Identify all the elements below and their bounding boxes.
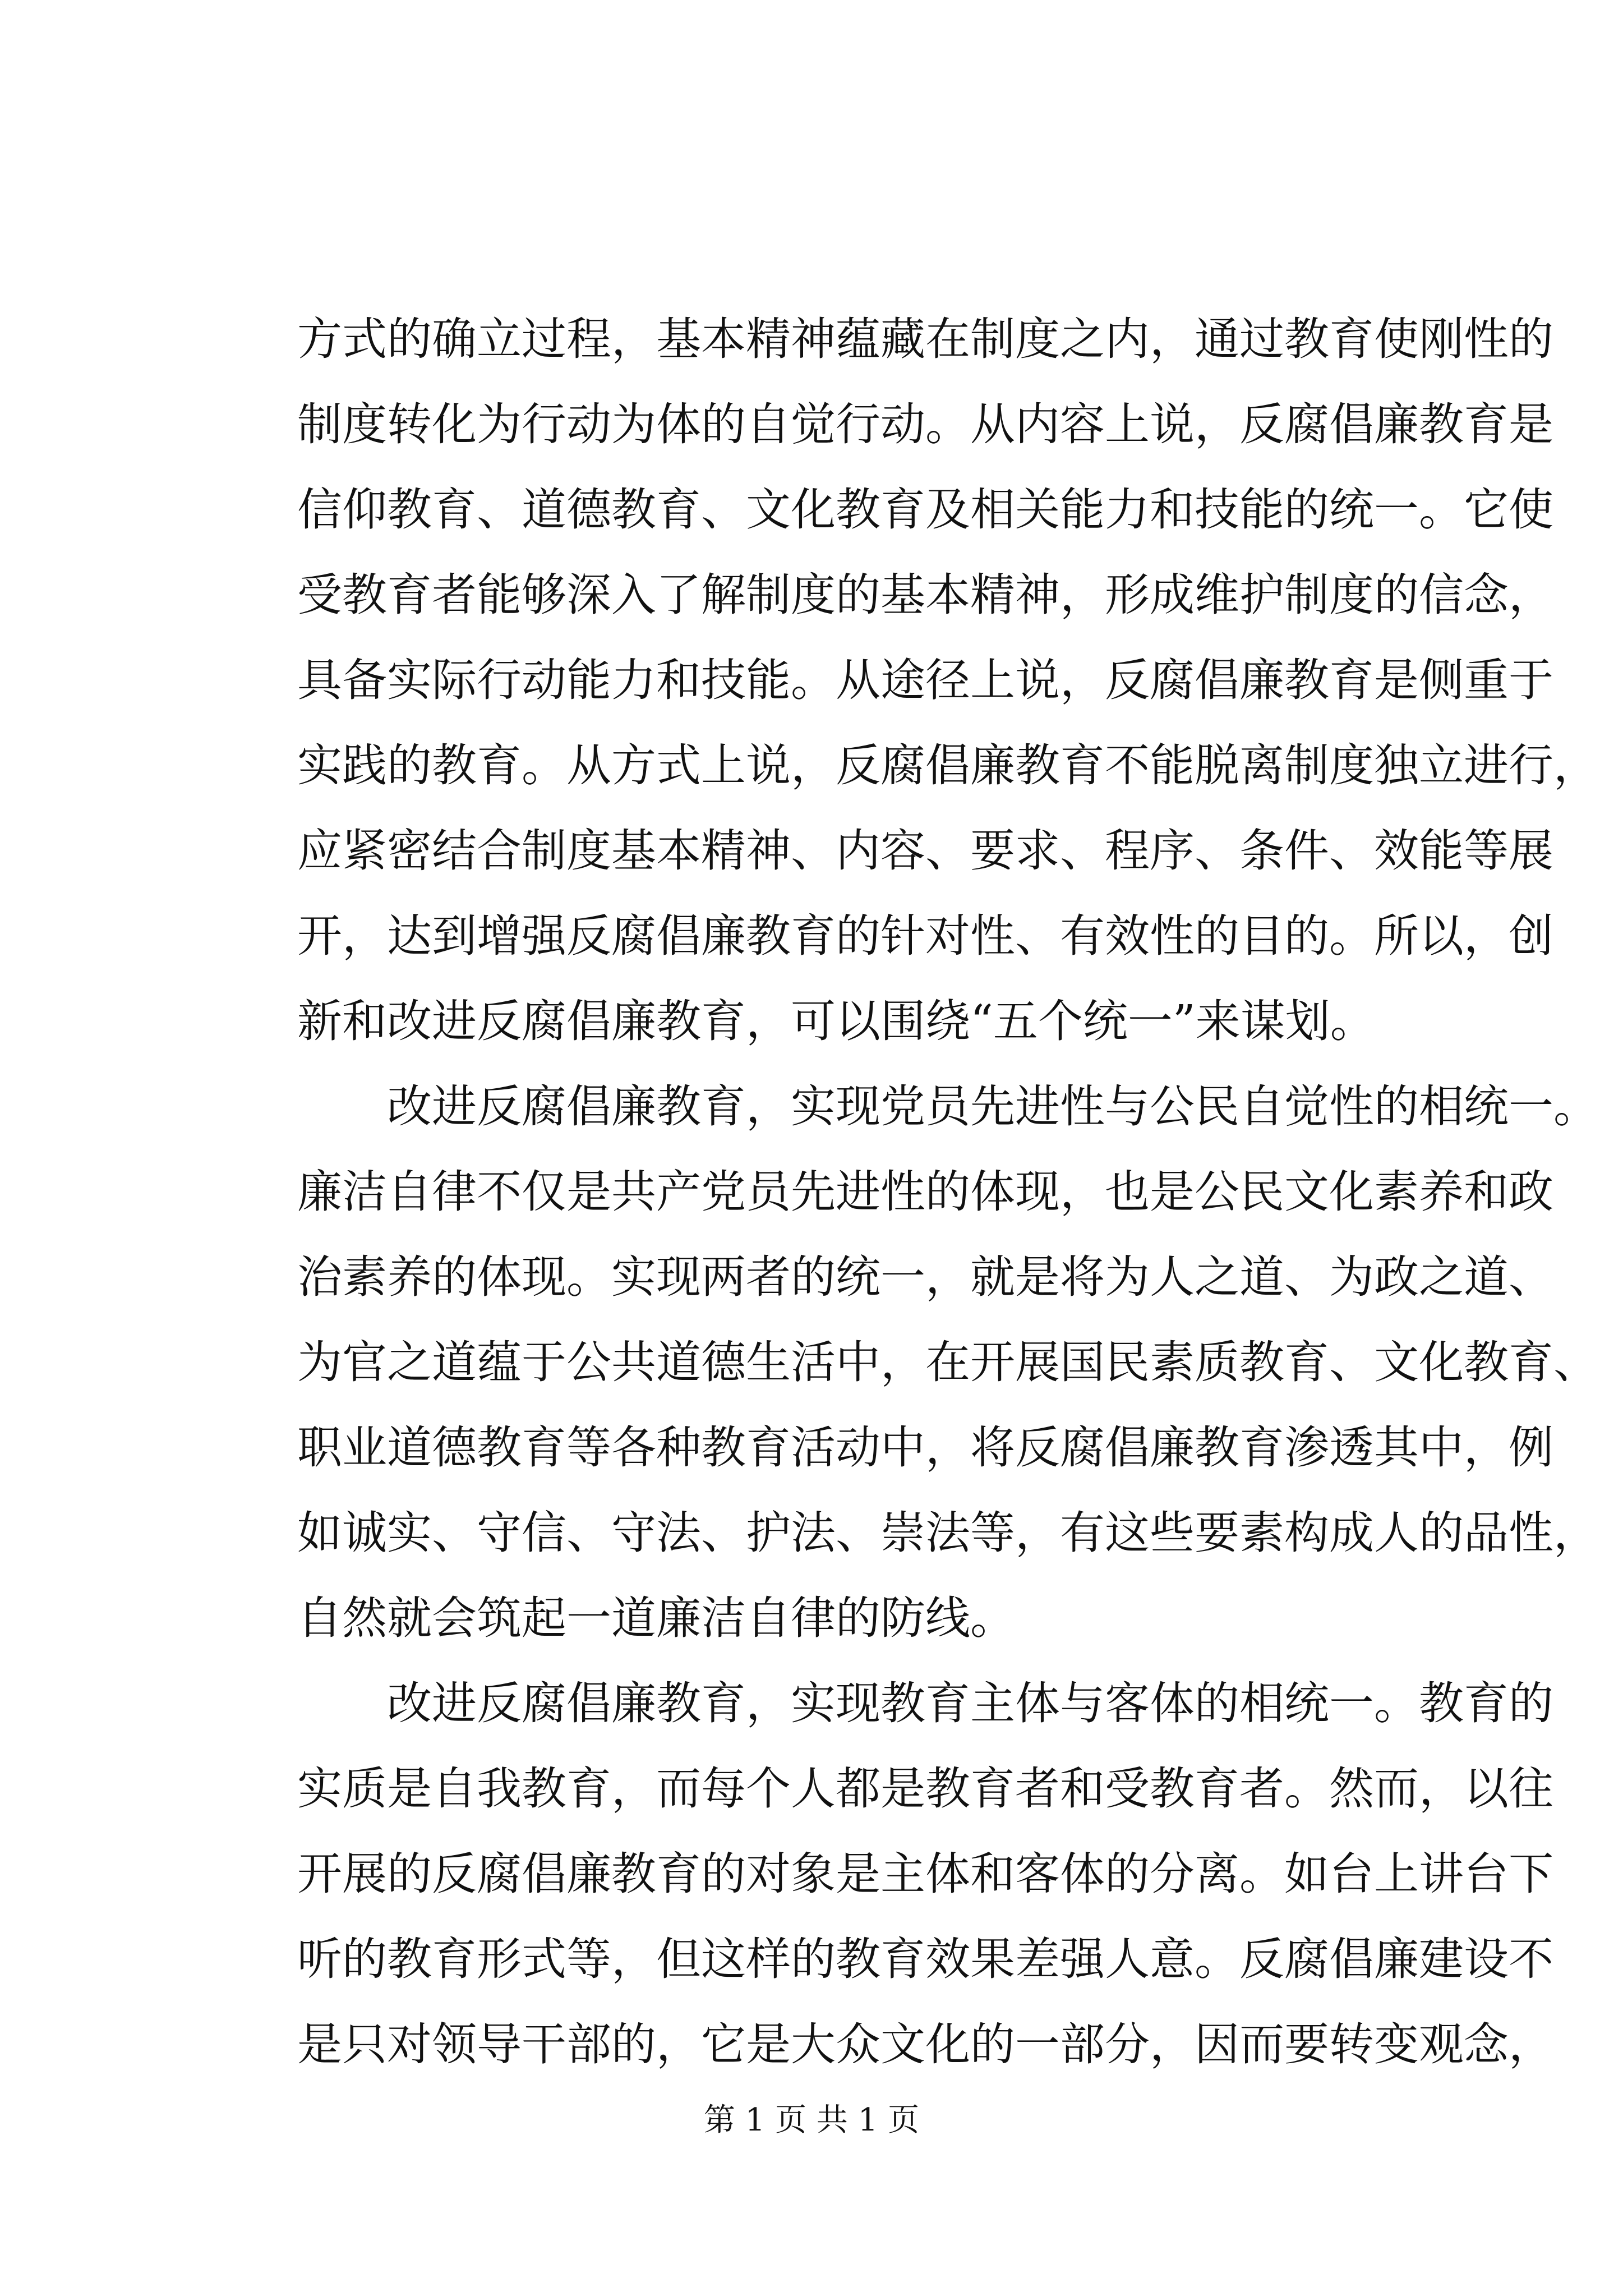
page-number-footer: 第 1 页 共 1 页: [703, 2102, 920, 2138]
text-line: 开展的反腐倡廉教育的对象是主体和客体的分离。如台上讲台下: [297, 1848, 1553, 1900]
text-line: 制度转化为行动为体的自觉行动。从内容上说，反腐倡廉教育是: [297, 398, 1553, 450]
text-line: 信仰教育、道德教育、文化教育及相关能力和技能的统一。它使: [297, 484, 1553, 536]
text-line: 改进反腐倡廉教育，实现党员先进性与公民自觉性的相统一。: [387, 1080, 1598, 1133]
text-line: 方式的确立过程，基本精神蕴藏在制度之内，通过教育使刚性的: [297, 313, 1553, 365]
text-line: 治素养的体现。实现两者的统一，就是将为人之道、为政之道、: [297, 1251, 1553, 1303]
text-line: 具备实际行动能力和技能。从途径上说，反腐倡廉教育是侧重于: [297, 654, 1553, 706]
text-line: 受教育者能够深入了解制度的基本精神，形成维护制度的信念，: [297, 569, 1553, 621]
text-line: 自然就会筑起一道廉洁自律的防线。: [297, 1592, 1015, 1644]
text-line: 是只对领导干部的，它是大众文化的一部分，因而要转变观念，: [297, 2018, 1553, 2070]
text-line: 如诚实、守信、守法、护法、崇法等，有这些要素构成人的品性，: [297, 1507, 1598, 1559]
text-line: 应紧密结合制度基本精神、内容、要求、程序、条件、效能等展: [297, 825, 1553, 877]
text-line: 听的教育形式等，但这样的教育效果差强人意。反腐倡廉建设不: [297, 1933, 1553, 1985]
text-line: 新和改进反腐倡廉教育，可以围绕“五个统一”来谋划。: [297, 995, 1375, 1047]
text-line: 开，达到增强反腐倡廉教育的针对性、有效性的目的。所以，创: [297, 910, 1553, 962]
text-line: 为官之道蕴于公共道德生活中，在开展国民素质教育、文化教育、: [297, 1336, 1598, 1388]
text-line: 职业道德教育等各种教育活动中，将反腐倡廉教育渗透其中，例: [297, 1421, 1553, 1474]
text-line: 改进反腐倡廉教育，实现教育主体与客体的相统一。教育的: [387, 1677, 1553, 1729]
text-line: 实质是自我教育，而每个人都是教育者和受教育者。然而，以往: [297, 1763, 1553, 1815]
text-line: 实践的教育。从方式上说，反腐倡廉教育不能脱离制度独立进行，: [297, 739, 1598, 792]
text-line: 廉洁自律不仅是共产党员先进性的体现，也是公民文化素养和政: [297, 1166, 1553, 1218]
